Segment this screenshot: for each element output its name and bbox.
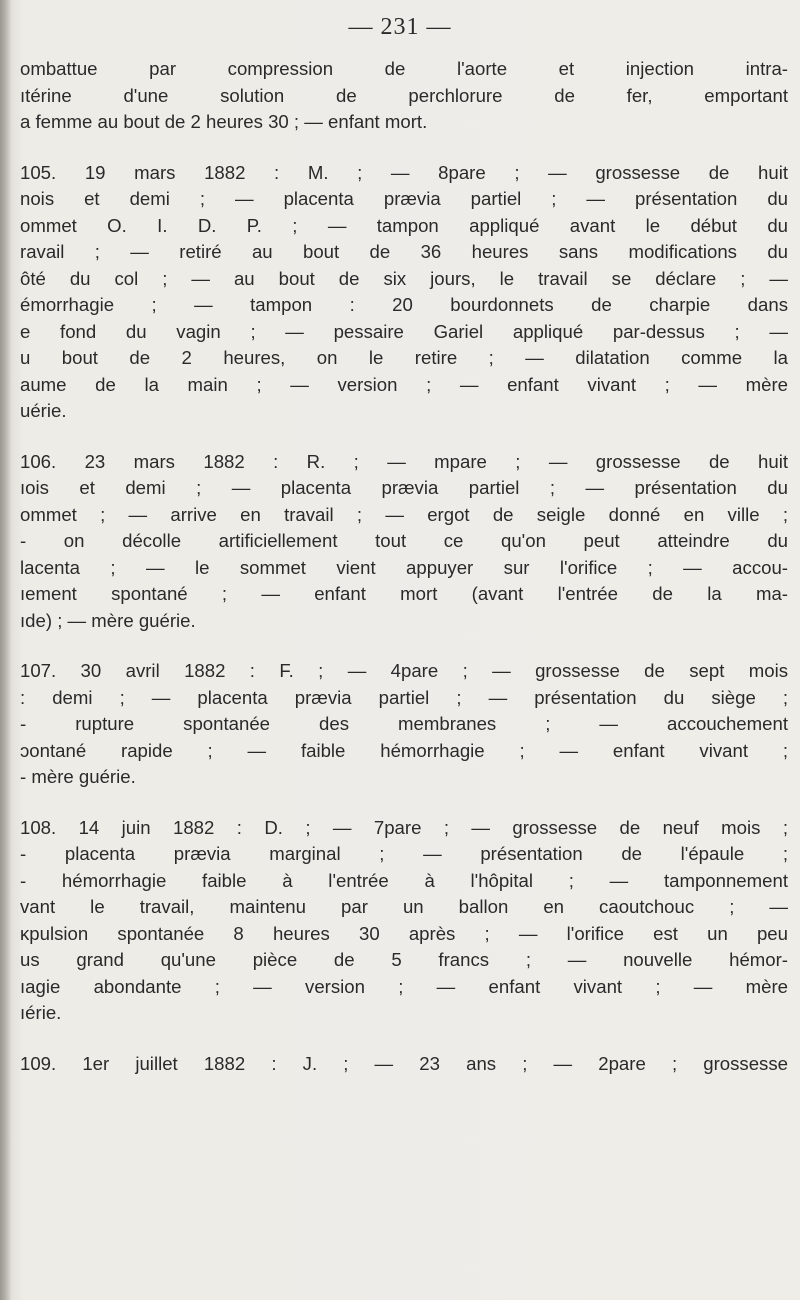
text-line: 108. 14 juin 1882 : D. ; — 7pare ; — grossesse de neuf mois ;: [20, 816, 788, 838]
text-line: e fond du vagin ; — pessaire Gariel appliqué par-dessus ; —: [20, 320, 788, 342]
text-line: - on décolle artificiellement tout ce qu'on peut atteindre du: [20, 530, 788, 551]
text-line: - rupture spontanée des membranes ; — accouchement: [20, 713, 788, 734]
text-line: : demi ; — placenta prævia partiel ; — présentation du siège ;: [20, 686, 788, 708]
text-line: ıois et demi ; — placenta prævia partiel ; — présentation du: [20, 477, 788, 498]
case-106: [20, 449, 788, 635]
text-line: ıement spontané ; — enfant mort (avant l'entrée de la ma-: [20, 583, 788, 604]
text-line: - hémorrhagie faible à l'entrée à l'hôpital ; — tamponnement: [20, 869, 788, 891]
text-line: ommet ; — arrive en travail ; — ergot de seigle donné en ville ;: [20, 503, 788, 525]
text-line: ravail ; — retiré au bout de 36 heures sans modifications du: [20, 241, 788, 262]
text-line: ombattue par compression de l'aorte et injection intra-: [20, 58, 788, 79]
binding-shadow: [0, 0, 12, 1300]
text-line: 109. 1er juillet 1882 : J. ; — 23 ans ; — 2pare ; grossesse: [20, 1052, 788, 1074]
text-line: ıde) ; — mère guérie.: [20, 609, 196, 631]
text-line: vant le travail, maintenu par un ballon en caoutchouc ; —: [20, 896, 788, 917]
text-line: ommet O. I. D. P. ; — tampon appliqué avant le début du: [20, 214, 788, 236]
case-109: [20, 1051, 788, 1078]
paragraph-continuation: [20, 56, 788, 136]
page-number-header: — 231 —: [348, 14, 452, 40]
text-line: nois et demi ; — placenta prævia partiel ; — présentation du: [20, 188, 788, 209]
text-line: κpulsion spontanée 8 heures 30 après ; — l'orifice est un peu: [20, 922, 788, 944]
text-line: 105. 19 mars 1882 : M. ; — 8pare ; — grossesse de huit: [20, 161, 788, 183]
text-line: u bout de 2 heures, on le retire ; — dilatation comme la: [20, 347, 788, 368]
text-line: ıérie.: [20, 1002, 62, 1023]
text-line: ɔontané rapide ; — faible hémorrhagie ; — enfant vivant ;: [20, 739, 788, 761]
text-line: 106. 23 mars 1882 : R. ; — mpare ; — grossesse de huit: [20, 450, 788, 472]
text-line: uérie.: [20, 400, 67, 421]
text-line: aume de la main ; — version ; — enfant vivant ; — mère: [20, 373, 788, 395]
text-line: us grand qu'une pièce de 5 francs ; — nouvelle hémor-: [20, 949, 788, 970]
text-line: ıtérine d'une solution de perchlorure de fer, emportant: [20, 84, 788, 106]
text-line: a femme au bout de 2 heures 30 ; — enfant mort.: [20, 111, 428, 132]
text-line: 107. 30 avril 1882 : F. ; — 4pare ; — grossesse de sept mois: [20, 660, 788, 681]
case-105: [20, 160, 788, 425]
case-107: [20, 658, 788, 791]
page-body: [20, 56, 788, 1101]
text-line: lacenta ; — le sommet vient appuyer sur l'orifice ; — accou-: [20, 556, 788, 578]
text-line: ôté du col ; — au bout de six jours, le travail se déclare ; —: [20, 267, 788, 289]
text-line: - placenta prævia marginal ; — présentation de l'épaule ;: [20, 843, 788, 864]
text-line: - mère guérie.: [20, 766, 136, 787]
text-line: émorrhagie ; — tampon : 20 bourdonnets de charpie dans: [20, 294, 788, 315]
text-line: ıagie abondante ; — version ; — enfant vivant ; — mère: [20, 975, 788, 997]
case-108: [20, 815, 788, 1027]
